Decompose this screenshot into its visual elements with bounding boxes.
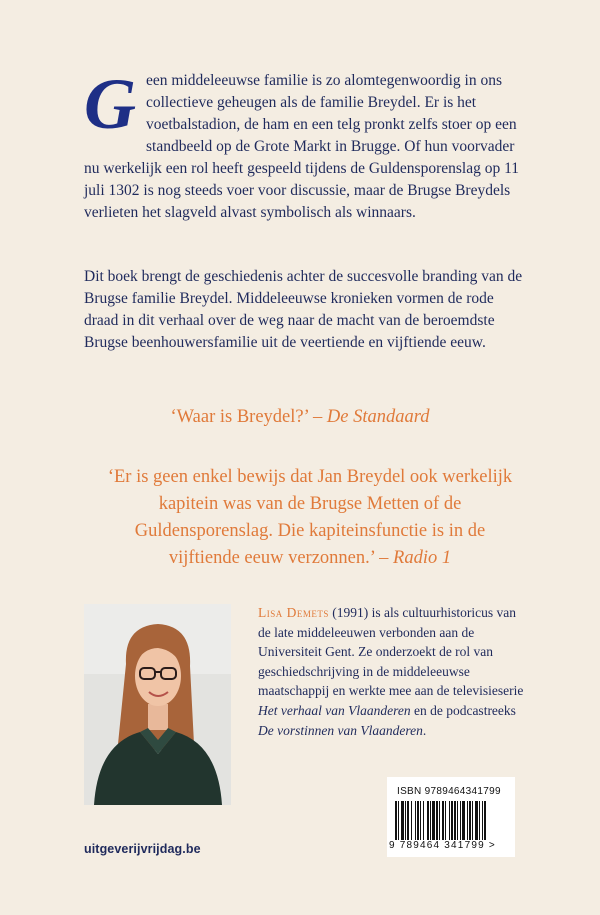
barcode-bar <box>395 801 397 845</box>
podcast-title: De vorstinnen van Vlaanderen <box>258 722 423 738</box>
quote-source: Radio 1 <box>393 548 452 568</box>
barcode-bar <box>469 801 471 845</box>
barcode-bar <box>405 801 406 845</box>
isbn-digits: 9 789464 341799 > <box>389 840 513 851</box>
barcode-bar <box>484 801 486 845</box>
barcode-bar <box>417 801 419 845</box>
barcode-bar <box>401 801 404 845</box>
description-paragraph: Dit boek brengt de geschiedenis achter de succesvolle branding van de Brugse familie Breydel. Middeleeuwse kronieken vormen de rode draad in dit verhaal over de weg naar de macht van de beroemdste Brugse beenhouwersfamilie uit de veertiende en vijftiende eeuw. <box>84 268 523 351</box>
barcode-bar <box>442 801 444 845</box>
barcode-bar <box>411 801 412 845</box>
author-name: Lisa Demets <box>258 605 329 620</box>
bio-text: en de podcastreeks <box>410 702 516 718</box>
barcode-bar <box>432 801 435 845</box>
intro-paragraph <box>84 64 520 224</box>
quote-text: ‘Er is geen enkel bewijs dat Jan Breydel ook werkelijk kapitein was van de Brugse Metten of de Guldensporenslag. Die kapiteinsfunctie is in de vijftiende eeuw verzonnen.’ – <box>107 467 513 568</box>
quote-text: ‘Waar is Breydel?’ – <box>170 407 323 427</box>
intro-text: een middeleeuwse familie is zo alomtegenwoordig in ons collectieve geheugen als de familie Breydel. Er is het voetbalstadion, de ham en een telg pronkt zelfs stoer op een standbeeld op de Grote Markt in Brugge. Of hun voorvader nu werkelijk een rol heeft gespeeld tijdens de Guldensporenslag op 11 juli 1302 is nog steeds voer voor discussie, maar de Brugse Breydels verlieten het slagveld alvast symbolisch als winnaars. <box>84 72 520 221</box>
portrait-image <box>84 604 231 805</box>
bio-text: (1991) is als cultuurhistoricus van de late middeleeuwen verbonden aan de Universiteit Gent. Ze onderzoekt de rol van geschiedschrijving in de middeleeuwse maatschappij en werkte mee aan de televisieserie <box>258 605 524 699</box>
quote-source: De Standaard <box>326 407 430 427</box>
barcode-bar <box>420 801 421 845</box>
author-photo <box>84 604 231 805</box>
barcode-bars <box>395 801 511 845</box>
barcode-bar <box>439 801 440 845</box>
barcode-bar <box>482 801 483 845</box>
barcode-bar <box>427 801 429 845</box>
drop-cap: G <box>84 64 136 144</box>
barcode-bar <box>449 801 450 845</box>
barcode-bar <box>462 801 465 845</box>
quote-standaard <box>0 407 600 428</box>
barcode-bar <box>430 801 431 845</box>
barcode-bar <box>479 801 480 845</box>
author-bio <box>258 603 528 740</box>
barcode-bar <box>472 801 473 845</box>
quote-radio <box>100 464 520 572</box>
isbn-barcode <box>387 777 515 857</box>
barcode-bar <box>457 801 458 845</box>
barcode-bar <box>460 801 461 845</box>
bio-text: . <box>422 722 427 738</box>
barcode-bar <box>454 801 456 845</box>
barcode-bar <box>475 801 478 845</box>
publisher-url: uitgeverijvrijdag.be <box>84 842 201 856</box>
barcode-bar <box>436 801 438 845</box>
isbn-label: ISBN 9789464341799 <box>397 786 501 797</box>
barcode-bar <box>415 801 416 845</box>
barcode-bar <box>451 801 453 845</box>
barcode-bar <box>407 801 409 845</box>
barcode-bar <box>398 801 399 845</box>
barcode-bar <box>423 801 424 845</box>
tv-series-title: Het verhaal van Vlaanderen <box>258 702 411 718</box>
barcode-bar <box>445 801 446 845</box>
barcode-bar <box>467 801 468 845</box>
